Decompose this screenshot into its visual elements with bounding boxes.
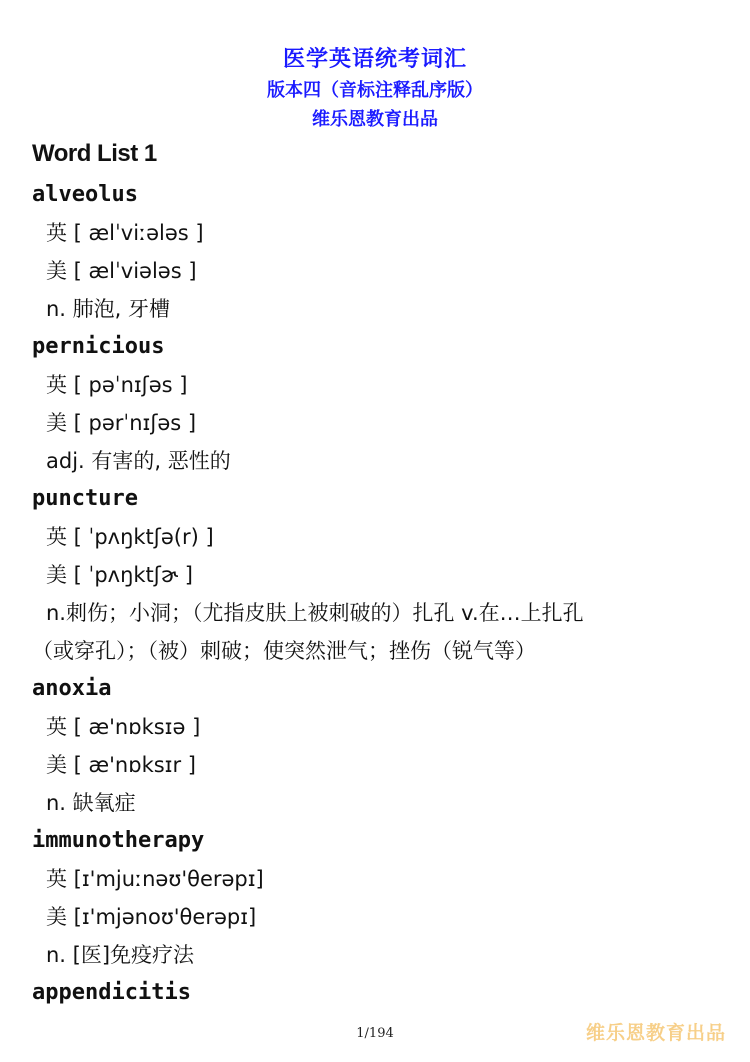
entry-definition: n. 缺氧症 [46, 791, 136, 815]
entry-us-pronunciation: 美 [ pərˈnɪʃəs ] [46, 411, 197, 435]
page-number: 1/194 [356, 1026, 394, 1041]
entry-word: pernicious [32, 334, 165, 359]
document-title: 医学英语统考词汇 [282, 47, 467, 72]
word-entries [32, 176, 722, 1012]
entry-uk-pronunciation: 英 [ɪ'mjuːnəʊ'θerəpɪ] [46, 867, 264, 891]
document-subtitle: 版本四（音标注释乱序版） [267, 80, 483, 101]
entry-definition: n. 肺泡, 牙槽 [46, 297, 171, 321]
entry-us-pronunciation: 美 [ æ'nɒksɪr ] [46, 753, 196, 777]
entry-uk-pronunciation: 英 [ æ'nɒksɪə ] [46, 715, 201, 739]
entry-definition-continued [32, 632, 722, 670]
entry-us-pronunciation: 美 [ ælˈviələs ] [46, 259, 197, 283]
entry-definition: n.刺伤；小洞；（尤指皮肤上被刺破的）扎孔 v.在…上扎孔 [46, 601, 584, 625]
word-list-title: Word List 1 [32, 140, 157, 167]
entry-us-pronunciation: 美 [ ˈpʌŋktʃɚ ] [46, 563, 193, 587]
entry-word: puncture [32, 486, 138, 511]
entry-uk-pronunciation: 英 [ ˈpʌŋktʃə(r) ] [46, 525, 214, 549]
entry-word: anoxia [32, 676, 112, 701]
definition-continuation: （或穿孔）；（被）刺破；使突然泄气；挫伤（锐气等） [32, 639, 536, 663]
publisher-watermark: 维乐恩教育出品 [585, 1022, 726, 1044]
entry-uk-pronunciation: 英 [ pəˈnɪʃəs ] [46, 373, 188, 397]
entry-word: appendicitis [32, 980, 191, 1005]
entry-word: immunotherapy [32, 828, 205, 853]
entry-definition: n. [医]免疫疗法 [46, 943, 195, 967]
entry-word: alveolus [32, 182, 138, 207]
document-header [0, 44, 750, 134]
entry-definition: adj. 有害的, 恶性的 [46, 449, 231, 473]
publisher-line: 维乐恩教育出品 [312, 109, 438, 130]
entry-us-pronunciation: 美 [ɪ'mjənoʊ'θerəpɪ] [46, 905, 257, 929]
entry-uk-pronunciation: 英 [ ælˈviːələs ] [46, 221, 204, 245]
